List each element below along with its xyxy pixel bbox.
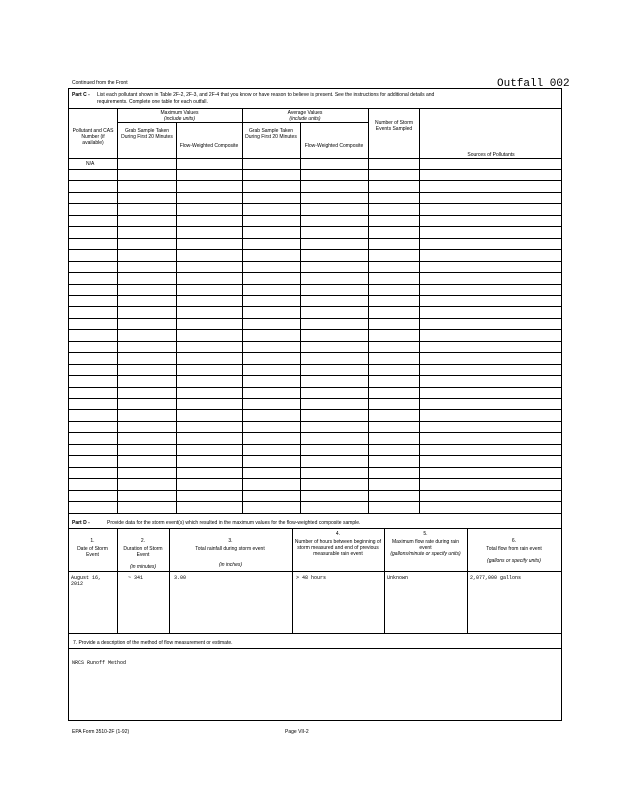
- table-row-line: [68, 249, 562, 250]
- hours-between: > 48 hours: [296, 575, 327, 581]
- table-row-line: [68, 215, 562, 216]
- header-sub-line: [117, 122, 368, 123]
- table-row-line: [68, 467, 562, 468]
- table-row-line: [68, 501, 562, 502]
- part-c-label: Part C -: [72, 92, 90, 98]
- table-row-line: [68, 295, 562, 296]
- table-row-line: [68, 272, 562, 273]
- flow-max-header: Flow-Weighted Composite: [179, 143, 239, 149]
- d-col-divider: [384, 528, 385, 633]
- table-row-line: [68, 306, 562, 307]
- storm-date: August 16, 2012: [71, 575, 102, 587]
- part-d-top: [68, 513, 562, 514]
- part-c-instructions-2: requirements. Complete one table for each outfall.: [97, 99, 208, 105]
- item7-line: [68, 648, 562, 649]
- avg-units-header: (include units): [289, 116, 321, 122]
- item7-bottom: [68, 720, 562, 721]
- d-col3-num: 3.: [228, 538, 233, 544]
- table-row-line: [68, 192, 562, 193]
- table-row-line: [68, 284, 562, 285]
- part-c-instructions-1: List each pollutant shown in Table 2F-2, 2F-3, and 2F-4 that you know or have reason to believe is present. See the instructions for additional details and: [97, 92, 435, 98]
- d-col6-units: (gallons or specify units): [487, 558, 541, 564]
- item7-value: NRCS Runoff Method: [72, 660, 127, 666]
- d-col5-title: Maximum flow rate during rain event: [392, 539, 459, 551]
- storm-duration: ~ 341: [128, 575, 144, 581]
- table-row-line: [68, 352, 562, 353]
- flow-avg-header: Flow-Weighted Composite: [304, 143, 364, 149]
- part-d-bottom: [68, 633, 562, 634]
- d-col2-num: 2.: [140, 538, 146, 544]
- d-col-divider: [292, 528, 293, 633]
- d-col1-title: Date of Storm Event: [77, 546, 108, 558]
- avg-values-header: Average Values: [287, 110, 323, 116]
- table-row-line: [68, 455, 562, 456]
- table-row-line: [68, 341, 562, 342]
- table-row-line: [68, 387, 562, 388]
- pollutant-header: Pollutant and CAS Number (if available): [72, 128, 114, 146]
- table-c-top: [68, 108, 562, 109]
- d-col5-num: 5.: [423, 531, 428, 537]
- max-values-header: Maximum Values: [160, 110, 199, 116]
- part-d-instructions: Provide data for the storm event(s) which resulted in the maximum values for the flow-weighted composite sample.: [107, 520, 361, 526]
- d-col2-title: Duration of Storm Event: [123, 546, 163, 558]
- table-row-line: [68, 238, 562, 239]
- first-row-value: N/A: [86, 161, 95, 167]
- form-number: EPA Form 3510-2F (1-92): [72, 729, 130, 735]
- d-col6-title: Total flow from rain event: [486, 546, 542, 552]
- table-row-line: [68, 490, 562, 491]
- table-row-line: [68, 226, 562, 227]
- page-number: Page VII-2: [285, 729, 309, 735]
- d-col3-units: (in inches): [218, 562, 243, 568]
- table-row-line: [68, 329, 562, 330]
- outfall-id: Outfall 002: [497, 78, 570, 90]
- d-col1-num: 1.: [90, 538, 95, 544]
- grab-avg-header: Grab Sample Taken During First 20 Minutes: [245, 128, 297, 140]
- table-row-line: [68, 398, 562, 399]
- sources-header: Sources of Pollutants: [467, 152, 515, 158]
- frame-top: [68, 88, 562, 89]
- events-header: Number of Storm Events Sampled: [374, 120, 414, 132]
- table-row-line: [68, 180, 562, 181]
- item7-right: [561, 633, 562, 720]
- d-col4-title: Number of hours between beginning of storm measured and end of previous measurable rain event: [294, 539, 382, 557]
- table-row-line: [68, 364, 562, 365]
- table-row-line: [68, 478, 562, 479]
- table-row-line: [68, 421, 562, 422]
- table-row-line: [68, 409, 562, 410]
- max-flow-rate: Unknown: [387, 575, 409, 581]
- table-row-line: [68, 203, 562, 204]
- table-row-line: [68, 375, 562, 376]
- item7-left: [68, 633, 69, 720]
- part-d-label: Part D -: [72, 520, 90, 526]
- table-row-line: [68, 169, 562, 170]
- continued-label: Continued from the Front: [72, 80, 128, 86]
- table-row-line: [68, 432, 562, 433]
- table-row-line: [68, 318, 562, 319]
- part-d-header-top: [68, 528, 562, 529]
- max-units-header: (include units): [163, 116, 196, 122]
- part-d-header-bottom: [68, 571, 562, 572]
- table-row-line: [68, 444, 562, 445]
- d-col2-units: (in minutes): [129, 564, 157, 570]
- d-col5-units: (gallons/minute or specify units): [390, 551, 461, 557]
- table-row-line: [68, 261, 562, 262]
- total-flow: 2,077,000 gallons: [470, 575, 522, 581]
- item7-label: 7. Provide a description of the method of flow measurement or estimate.: [73, 640, 233, 646]
- grab-max-header: Grab Sample Taken During First 20 Minutes: [121, 128, 173, 140]
- d-col4-num: 4.: [335, 531, 341, 537]
- d-col3-title: Total rainfall during storm event: [195, 546, 265, 552]
- header-bottom-line: [68, 158, 562, 159]
- d-col6-num: 6.: [511, 538, 517, 544]
- storm-rainfall: 3.00: [174, 575, 187, 581]
